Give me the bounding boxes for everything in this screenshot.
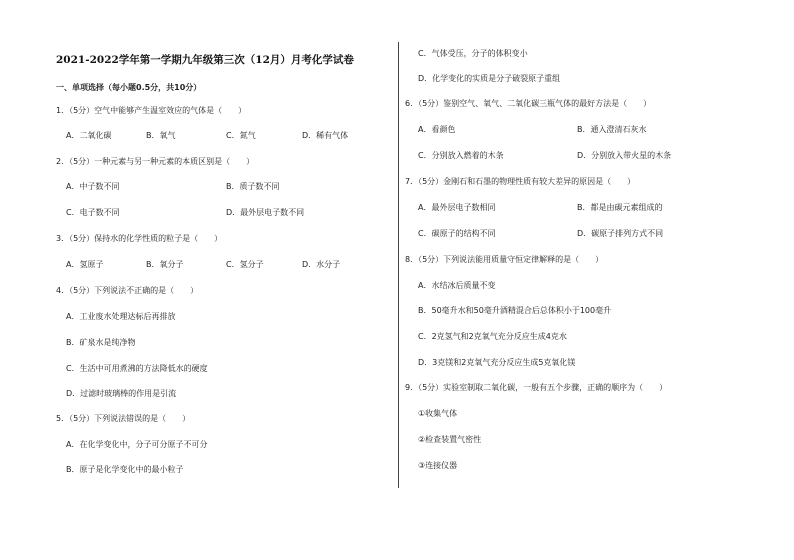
q4-option-d: D．过滤时玻璃棒的作用是引流 bbox=[66, 389, 177, 398]
q8-option-a: A．水结冰后质量不变 bbox=[418, 281, 496, 290]
q5-option-c: C．气体受压，分子的体积变小 bbox=[418, 49, 528, 58]
q8-option-c: C．2克氢气和2克氧气充分反应生成4克水 bbox=[418, 332, 567, 341]
section-heading: 一、单项选择（每小题0.5分，共10分） bbox=[56, 83, 202, 92]
exam-title: 2021-2022学年第一学期九年级第三次（12月）月考化学试卷 bbox=[56, 54, 354, 66]
q7-option-c: C．碳原子的结构不同 bbox=[418, 229, 496, 238]
q1-option-b: B．氧气 bbox=[146, 131, 176, 140]
q4-option-b: B．矿泉水是纯净物 bbox=[66, 338, 136, 347]
q1-option-c: C．氮气 bbox=[226, 131, 256, 140]
q4-option-a: A．工业废水处理达标后再排放 bbox=[66, 312, 176, 321]
question-3: 3．（5分）保持水的化学性质的粒子是（ ） bbox=[56, 234, 223, 243]
q6-option-b: B．通入澄清石灰水 bbox=[577, 125, 647, 134]
q2-option-a: A．中子数不同 bbox=[66, 182, 120, 191]
q9-step-2: ②检查装置气密性 bbox=[418, 435, 482, 444]
q1-option-a: A．二氧化碳 bbox=[66, 131, 112, 140]
q5-option-b: B．原子是化学变化中的最小粒子 bbox=[66, 465, 184, 474]
q6-option-d: D．分别放入带火星的木条 bbox=[577, 151, 672, 160]
q8-option-d: D．3克镁和2克氧气充分反应生成5克氧化镁 bbox=[418, 358, 576, 367]
q6-option-a: A．看颜色 bbox=[418, 125, 456, 134]
question-5: 5．（5分）下列说法错误的是（ ） bbox=[56, 414, 191, 423]
column-divider bbox=[398, 42, 399, 488]
q3-option-b: B．氧分子 bbox=[146, 260, 184, 269]
q2-option-d: D．最外层电子数不同 bbox=[226, 208, 305, 217]
q6-option-c: C．分别放入燃着的木条 bbox=[418, 151, 504, 160]
q2-option-c: C．电子数不同 bbox=[66, 208, 120, 217]
q3-option-c: C．氢分子 bbox=[226, 260, 264, 269]
q2-option-b: B．质子数不同 bbox=[226, 182, 280, 191]
q1-option-d: D．稀有气体 bbox=[302, 131, 349, 140]
question-6: 6．（5分）鉴别空气、氧气、二氧化碳三瓶气体的最好方法是（ ） bbox=[405, 99, 652, 108]
q3-option-a: A．氢原子 bbox=[66, 260, 104, 269]
question-8: 8．（5分）下列说法能用质量守恒定律解释的是（ ） bbox=[405, 255, 604, 264]
q7-option-d: D．碳原子排列方式不同 bbox=[577, 229, 664, 238]
question-2: 2．（5分）一种元素与另一种元素的本质区别是（ ） bbox=[56, 157, 255, 166]
question-4: 4．（5分）下列说法不正确的是（ ） bbox=[56, 286, 199, 295]
q5-option-a: A．在化学变化中，分子可分原子不可分 bbox=[66, 440, 208, 449]
q5-option-d: D．化学变化的实质是分子破裂原子重组 bbox=[418, 74, 561, 83]
question-7: 7．（5分）金刚石和石墨的物理性质有较大差异的原因是（ ） bbox=[405, 177, 636, 186]
q3-option-d: D．水分子 bbox=[302, 260, 341, 269]
question-9: 9．（5分）实验室制取二氧化碳，一般有五个步骤，正确的顺序为（ ） bbox=[405, 383, 668, 392]
q9-step-1: ①收集气体 bbox=[418, 409, 458, 418]
question-1: 1．（5分）空气中能够产生温室效应的气体是（ ） bbox=[56, 106, 247, 115]
q8-option-b: B．50毫升水和50毫升酒精混合后总体积小于100毫升 bbox=[418, 306, 612, 315]
q4-option-c: C．生活中可用煮沸的方法降低水的硬度 bbox=[66, 364, 208, 373]
q9-step-3: ③连接仪器 bbox=[418, 461, 458, 470]
q7-option-a: A．最外层电子数相同 bbox=[418, 203, 496, 212]
q7-option-b: B．都是由碳元素组成的 bbox=[577, 203, 663, 212]
